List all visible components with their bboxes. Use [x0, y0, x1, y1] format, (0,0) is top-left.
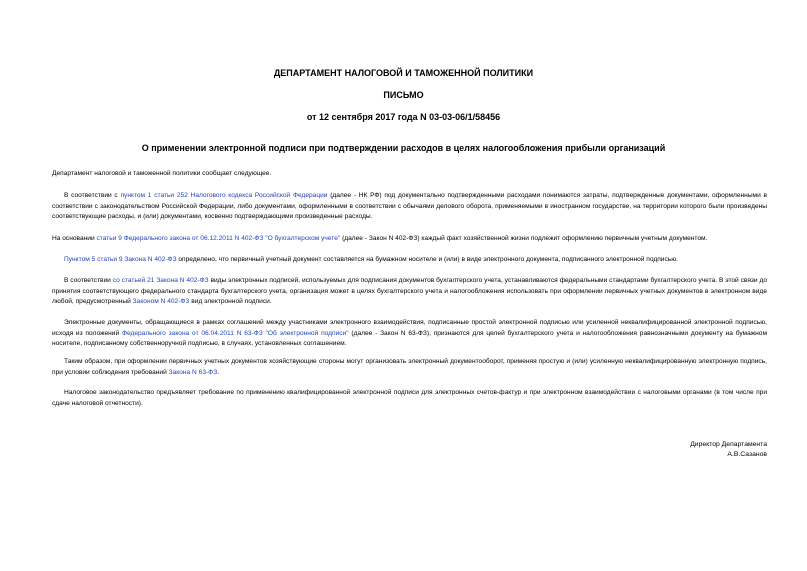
paragraph-1: Департамент налоговой и таможенной политики сообщает следующее. [52, 170, 272, 177]
paragraph-4 [52, 255, 767, 266]
text: . [217, 368, 220, 376]
text: (далее - НК РФ) под документально подтвержденными расходами понимаются затраты, подтвержденные документами, оформленными в соответствии с законодательством Российской Федерации, либо документами, оформленными в соответствии с обычаями делового оборота, применяемыми в иностранном государстве, на территории которого были произведены соответствующие расходы, и (или) документами, косвенно подтверждающими произведенные расходы. [52, 192, 768, 220]
text: В соответствии с [64, 192, 121, 199]
paragraph-6 [52, 318, 767, 350]
signature-block [690, 440, 767, 460]
text: (далее - Закон N 402-ФЗ) каждый факт хозяйственной жизни подлежит оформлению первичным учетным документом. [340, 235, 708, 242]
text: В соответствии [64, 277, 113, 284]
doc-type: ПИСЬМО [383, 90, 424, 100]
link-402fz-article-21[interactable]: со статьей 21 Закона N 402-ФЗ [112, 277, 209, 284]
doc-subject: О применении электронной подписи при подтверждении расходов в целях налогообложения прибыли организаций [141, 143, 666, 153]
paragraph-7 [52, 357, 767, 378]
signature-position: Директор Департамента [690, 441, 767, 448]
signature-name: А.В.Сазанов [727, 451, 767, 458]
text: Таким образом, при оформлении первичных учетных документов хозяйствующие стороны могут организовать электронный документооборот, применяя простую и (или) усиленную неквалифицированную электронную подпись, при условии соблюдения требований [52, 358, 767, 376]
text: виды электронных подписей, используемых для подписания документов бухгалтерского учета, устанавливаются федеральными стандартами бухгалтерского учета. В этой связи до принятия соответствующего федерального стандарта бухгалтерского учета, организация может в целях бухгалтерского учета и налогообложения использовать при оформлении первичных учетных документов в электронном виде любой, предусмотренный [52, 277, 768, 305]
doc-date-number: от 12 сентября 2017 года N 03-03-06/1/58456 [306, 112, 501, 122]
link-402fz-article-9[interactable]: статьи 9 Федерального закона от 06.12.2011 N 402-ФЗ "О бухгалтерском учете" [96, 235, 341, 242]
link-402fz-p5-article-9[interactable]: Пунктом 5 статьи 9 Закона N 402-ФЗ [64, 256, 177, 263]
link-63fz[interactable]: Федерального закона от 06.04.2011 N 63-ФЗ "Об электронной подписи" [121, 329, 349, 337]
link-402fz[interactable]: Законом N 402-ФЗ [132, 298, 190, 305]
text: Электронные документы, обращающиеся в рамках соглашений между участниками электронного взаимодействия, подписанные простой электронной подписью или усиленной неквалифицированной электронной подписью, исходя из положений [52, 319, 767, 337]
department-title: ДЕПАРТАМЕНТ НАЛОГОВОЙ И ТАМОЖЕННОЙ ПОЛИТИКИ [273, 68, 534, 78]
link-nk-rf-252[interactable]: пунктом 1 статьи 252 Налогового кодекса Российской Федерации [120, 192, 328, 199]
link-63fz-short[interactable]: Закона N 63-ФЗ [168, 368, 218, 376]
paragraph-8: Налоговое законодательство предъявляет требование по применению квалифицированной электронной подписи для электронных счетов-фактур и при электронном взаимодействии с налоговыми органами (в том числе при сдаче налоговой отчетности). [52, 389, 767, 407]
text: На основании [52, 235, 97, 242]
paragraph-3 [52, 234, 767, 245]
paragraph-5 [52, 276, 767, 308]
text: вид электронной подписи. [189, 298, 272, 305]
text: определено, что первичный учетный документ составляется на бумажном носителе и (или) в виде электронного документа, подписанного электронной подписью. [176, 256, 678, 263]
paragraph-2 [52, 191, 767, 223]
text: (далее - Закон N 63-ФЗ), признаются для целей бухгалтерского учета и налогообложения равнозначными документу на бумажном носителе, подписанному собственноручной подписью, в случаях, установленных соглашением. [52, 329, 768, 347]
